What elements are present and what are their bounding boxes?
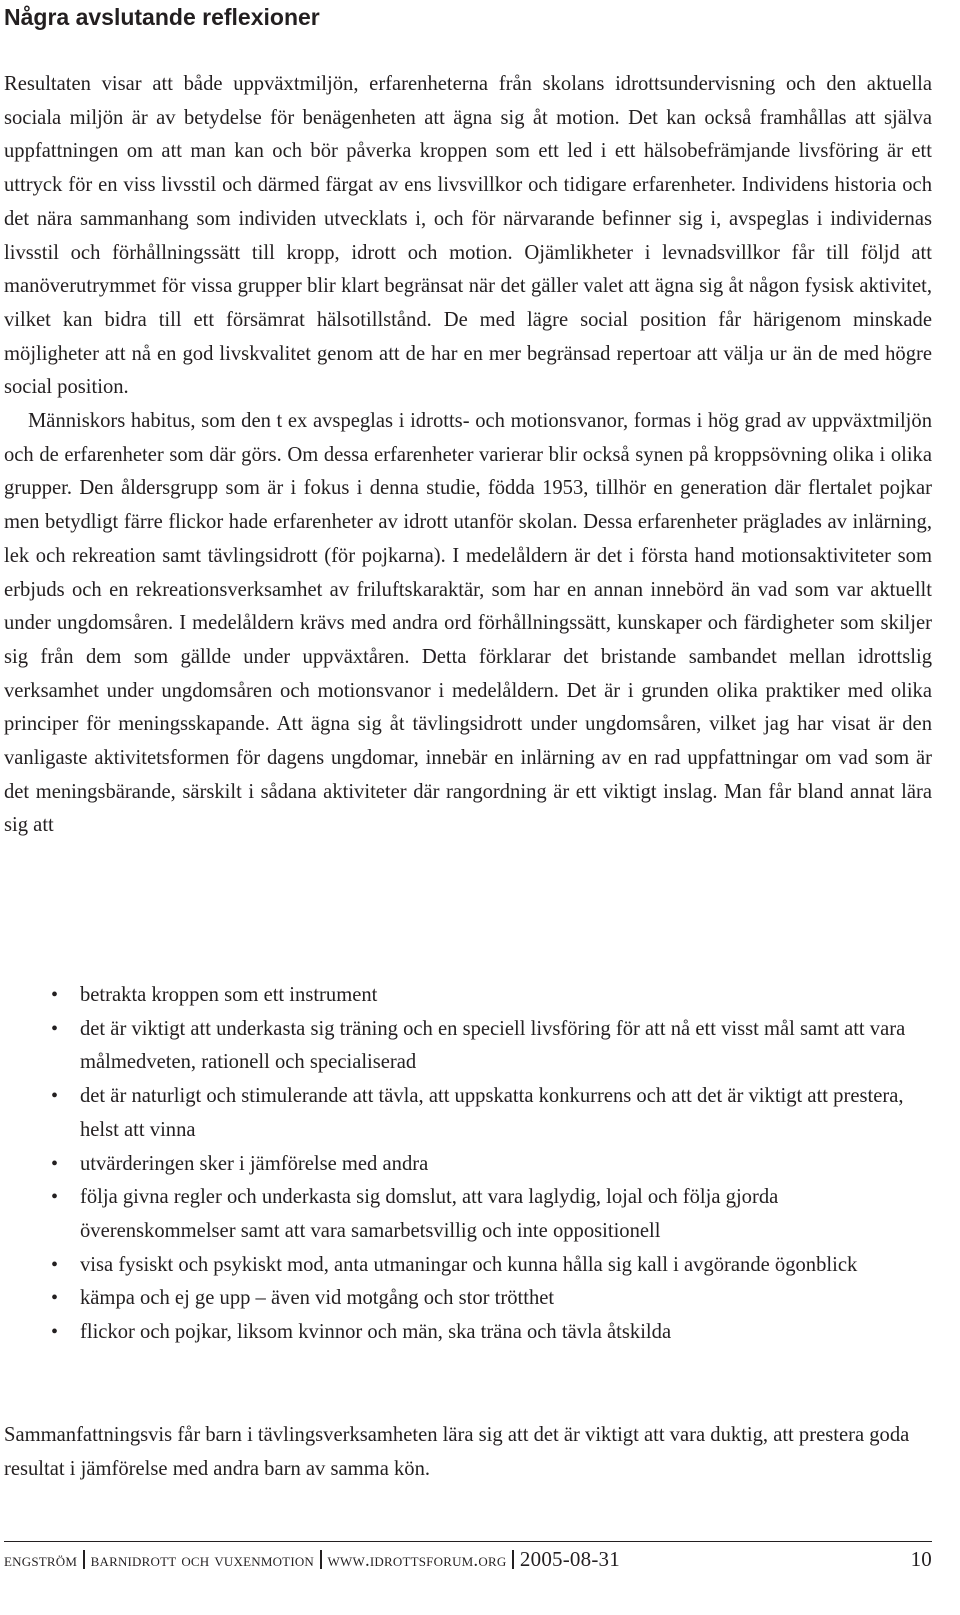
bullet-icon: •	[51, 1152, 59, 1175]
list-item	[4, 1282, 932, 1316]
footer-divider	[4, 1541, 932, 1542]
bullet-icon: •	[51, 1321, 59, 1344]
footer-separator	[83, 1550, 85, 1569]
bullet-icon: •	[51, 1085, 59, 1108]
list-item	[4, 979, 932, 1013]
summary-paragraph: Sammanfattningsvis får barn i tävlingsverksamheten lära sig att det är viktigt att vara duktig, att prestera goda resultat i jämförelse med andra barn av samma kön.	[4, 1424, 910, 1480]
paragraph-2: Människors habitus, som den t ex avspeglas i idrotts- och motionsvanor, formas i hög grad av uppväxtmiljön och de erfarenheter som där görs. Om dessa erfarenheter varierar blir också synen på kroppsövning olika i olika grupper. Den åldersgrupp som är i fokus i denna studie, födda 1953, tillhör en generation där flertalet pojkar men betydligt färre flickor hade erfarenheter av idrott utanför skolan. Dessa erfarenheter präglades av inlärning, lek och rekreation samt tävlingsidrott (för pojkarna). I medelåldern är det i första hand motionsaktiviteter som erbjuds och en rekreationsverksamhet av friluftskaraktär, som har en annan innebörd än vad som var aktuellt under ungdomsåren. I medelåldern krävs med andra ord förhållningssätt, kunskaper och färdigheter som skiljer sig från dem som gällde under uppväxtåren. Detta förklarar det bristande sambandet mellan idrottslig verksamhet under ungdomsåren och motionsvanor i medelåldern. Det är i grunden olika praktiker med olika principer för meningsskapande. Att ägna sig åt tävlingsidrott under ungdomsåren, vilket jag har visat är den vanligaste aktivitetsformen för dagens ungdomar, innebär en inlärning av en rad uppfattningar om vad som är det meningsbärande, särskilt i sådana aktiviteter där rangordning är ett viktigt inslag. Man får bland annat lära sig att	[4, 410, 932, 837]
footer-separator	[320, 1550, 322, 1569]
list-item	[4, 1080, 932, 1147]
footer-author: engström	[4, 1550, 78, 1571]
list-item	[4, 1316, 932, 1350]
list-item-text: kämpa och ej ge upp – även vid motgång och stor trötthet	[80, 1287, 555, 1310]
list-item	[4, 1148, 932, 1182]
bullet-icon: •	[51, 1287, 59, 1310]
list-item	[4, 1181, 932, 1248]
page-footer	[4, 1546, 932, 1572]
list-item	[4, 1249, 932, 1283]
list-item-text: utvärderingen sker i jämförelse med andra	[80, 1152, 429, 1175]
list-item-text: det är viktigt att underkasta sig träning och en speciell livsföring för att nå ett visst mål samt att vara målmedveten, rationell och specialiserad	[80, 1017, 906, 1074]
body-text	[4, 68, 932, 843]
paragraph-1: Resultaten visar att både uppväxtmiljön, erfarenheterna från skolans idrottsundervisning och den aktuella sociala miljön är av betydelse för benägenheten att ägna sig åt motion. Det kan också framhållas att själva uppfattningen om att man kan och bör påverka kroppen som ett led i ett hälsobefrämjande livsföring är ett uttryck för en viss livsstil och därmed färgat av ens livsvillkor och tidigare erfarenheter. Individens historia och det nära sammanhang som individen utvecklats i, och för närvarande befinner sig i, avspeglas i individernas livsstil och förhållningssätt till kropp, idrott och motion. Ojämlikheter i levnadsvillkor får till följd att manöverutrymmet för vissa grupper blir klart begränsat när det gäller valet att ägna sig åt någon fysisk aktivitet, vilket kan bidra till ett försämrat hälsotillstånd. De med lägre social position får härigenom minskade möjligheter att nå en god livskvalitet genom att de har en mer begränsad repertoar att välja ur än de med högre social position.	[4, 73, 932, 399]
bullet-icon: •	[51, 1186, 59, 1209]
footer-title: barnidrott och vuxenmotion	[90, 1550, 315, 1571]
list-item-text: betrakta kroppen som ett instrument	[80, 984, 378, 1006]
list-item	[4, 1013, 932, 1080]
footer-separator	[512, 1550, 514, 1569]
list-item-text: det är naturligt och stimulerande att tävla, att uppskatta konkurrens och att det är viktigt att prestera, helst att vinna	[80, 1085, 904, 1141]
bullet-list	[4, 979, 932, 1350]
list-item-text: flickor och pojkar, liksom kvinnor och män, ska träna och tävla åtskilda	[80, 1321, 672, 1344]
bullet-icon: •	[51, 1253, 59, 1276]
footer-website-link[interactable]: www.idrottsforum.org	[327, 1550, 507, 1571]
page-number: 10	[910, 1547, 932, 1571]
bullet-icon: •	[51, 1017, 59, 1040]
section-heading: Några avslutande reflexioner	[4, 4, 320, 30]
bullet-icon: •	[51, 984, 59, 1006]
footer-date: 2005-08-31	[519, 1547, 620, 1571]
list-item-text: följa givna regler och underkasta sig domslut, att vara laglydig, lojal och följa gjorda överenskommelser samt att vara samarbetsvillig och inte oppositionell	[80, 1186, 779, 1242]
list-item-text: visa fysiskt och psykiskt mod, anta utmaningar och kunna hålla sig kall i avgörande ögonblick	[80, 1253, 858, 1276]
